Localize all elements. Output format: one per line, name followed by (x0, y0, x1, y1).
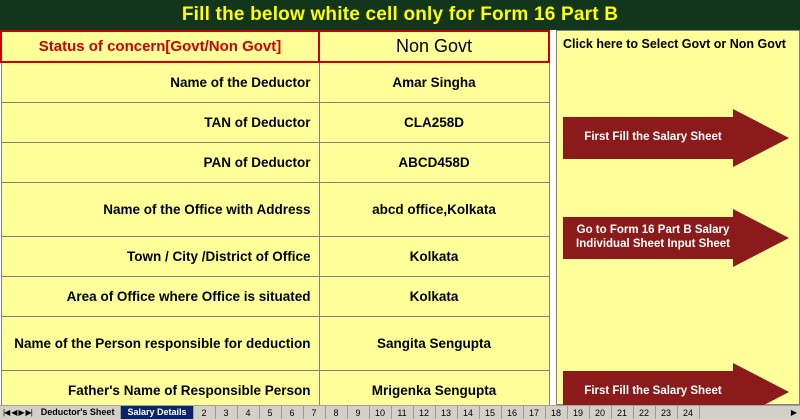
deductor-details-table (0, 30, 548, 411)
table-row (1, 370, 549, 410)
column-header[interactable]: 23 (656, 406, 678, 419)
row-value-3[interactable]: abcd office,Kolkata (319, 182, 549, 236)
row-value-6[interactable]: Sangita Sengupta (319, 316, 549, 370)
column-header[interactable]: 5 (260, 406, 282, 419)
column-header[interactable]: 16 (502, 406, 524, 419)
row-label-0: Name of the Deductor (1, 62, 319, 102)
arrow-head-icon (733, 109, 789, 167)
column-header[interactable]: 7 (304, 406, 326, 419)
status-of-concern-value[interactable]: Non Govt (319, 31, 549, 62)
row-value-1[interactable]: CLA258D (319, 102, 549, 142)
column-header[interactable]: 12 (414, 406, 436, 419)
table-row (1, 62, 549, 102)
row-label-7: Father's Name of Responsible Person (1, 370, 319, 410)
column-header[interactable]: 14 (458, 406, 480, 419)
table-row (1, 142, 549, 182)
column-header[interactable]: 13 (436, 406, 458, 419)
table-row (1, 102, 549, 142)
column-header[interactable]: 9 (348, 406, 370, 419)
row-label-1: TAN of Deductor (1, 102, 319, 142)
arrow-head-icon (733, 209, 789, 267)
row-label-4: Town / City /District of Office (1, 236, 319, 276)
column-header[interactable]: 18 (546, 406, 568, 419)
row-value-2[interactable]: ABCD458D (319, 142, 549, 182)
table-row (1, 182, 549, 236)
arrow-label-0: First Fill the Salary Sheet (584, 131, 722, 144)
column-header[interactable]: 11 (392, 406, 414, 419)
arrow-banner-salary-sheet-top[interactable] (563, 109, 791, 167)
table-row (1, 316, 549, 370)
column-header[interactable]: 3 (216, 406, 238, 419)
first-sheet-icon[interactable]: |◀ (3, 408, 10, 417)
select-govt-note: Click here to Select Govt or Non Govt (563, 37, 786, 51)
column-header[interactable]: 20 (590, 406, 612, 419)
next-sheet-icon[interactable]: ▶ (18, 408, 24, 417)
arrow-label-1: Go to Form 16 Part B Salary Individual Sheet Input Sheet (576, 224, 730, 250)
column-header[interactable]: 15 (480, 406, 502, 419)
column-header[interactable]: 19 (568, 406, 590, 419)
column-header[interactable]: 6 (282, 406, 304, 419)
column-header[interactable]: 24 (678, 406, 700, 419)
table-row (1, 31, 549, 62)
sheet-tab-deductors-sheet[interactable]: Deductor's Sheet (35, 406, 122, 419)
row-value-0[interactable]: Amar Singha (319, 62, 549, 102)
worksheet-area (0, 30, 800, 405)
status-of-concern-label: Status of concern[Govt/Non Govt] (1, 31, 319, 62)
arrow-banner-form16-input[interactable] (563, 209, 791, 267)
row-label-3: Name of the Office with Address (1, 182, 319, 236)
column-header[interactable]: 2 (194, 406, 216, 419)
row-label-5: Area of Office where Office is situated (1, 276, 319, 316)
row-value-5[interactable]: Kolkata (319, 276, 549, 316)
row-label-6: Name of the Person responsible for deduction (1, 316, 319, 370)
table-row (1, 236, 549, 276)
column-header[interactable]: 17 (524, 406, 546, 419)
sheet-tab-salary-details[interactable]: Salary Details (121, 406, 193, 419)
column-header[interactable]: 8 (326, 406, 348, 419)
row-value-7[interactable]: Mrigenka Sengupta (319, 370, 549, 410)
page-title: Fill the below white cell only for Form 16 Part B (0, 0, 800, 30)
column-header[interactable]: 4 (238, 406, 260, 419)
last-sheet-icon[interactable]: ▶| (25, 408, 32, 417)
row-label-2: PAN of Deductor (1, 142, 319, 182)
column-header[interactable]: 22 (634, 406, 656, 419)
column-header[interactable]: 21 (612, 406, 634, 419)
scroll-right-icon[interactable]: ▶ (790, 408, 798, 417)
table-row (1, 276, 549, 316)
arrow-label-2: First Fill the Salary Sheet (584, 385, 722, 398)
instructions-panel (556, 30, 800, 405)
prev-sheet-icon[interactable]: ◀ (11, 408, 17, 417)
sheet-nav-arrows[interactable] (0, 408, 35, 417)
row-value-4[interactable]: Kolkata (319, 236, 549, 276)
column-header[interactable]: 10 (370, 406, 392, 419)
